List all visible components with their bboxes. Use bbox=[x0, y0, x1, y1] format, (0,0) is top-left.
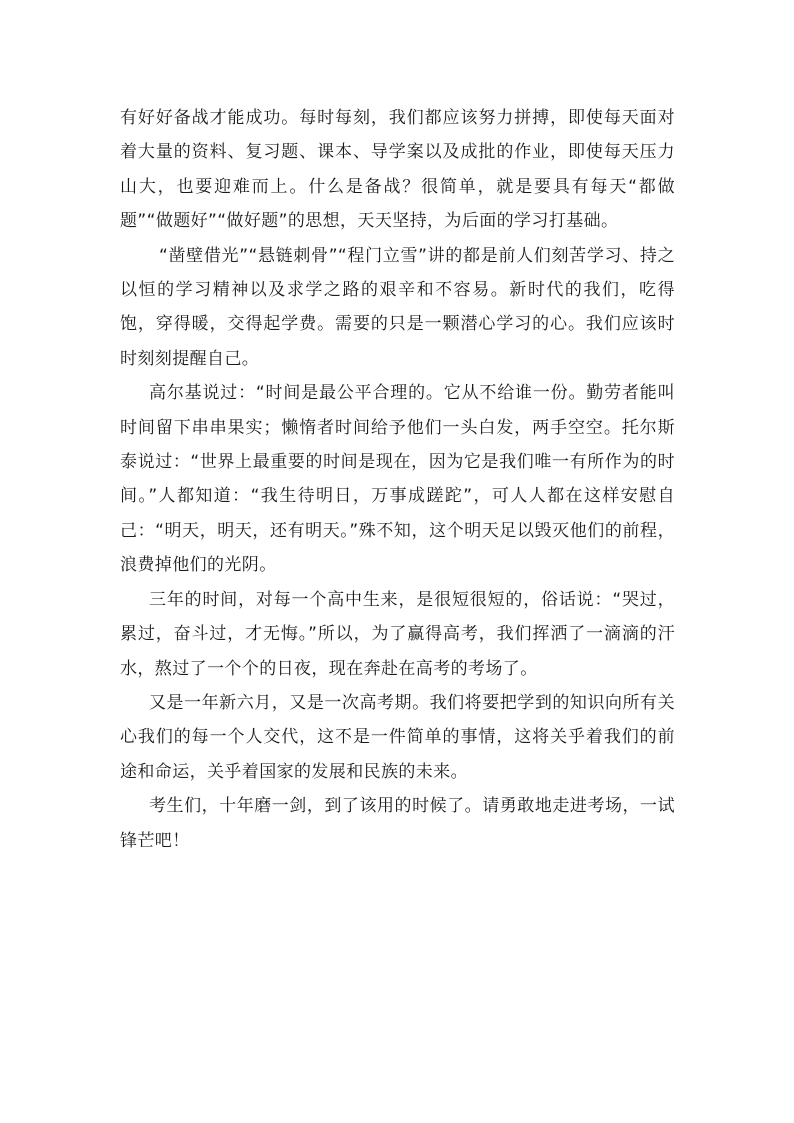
paragraph-ancient-examples: “凿壁借光”“悬链刺骨”“程门立雪”讲的都是前人们刻苦学习、持之以恒的学习精神以及求学之路的艰辛和不容易。新时代的我们，吃得饱，穿得暖，交得起学费。需要的只是一颗潜心学习的心。我们应该时时刻刻提醒自己。 bbox=[120, 245, 675, 369]
paragraph-three-years: 三年的时间，对每一个高中生来，是很短很短的，俗话说：“哭过，累过，奋斗过，才无悔。”所以，为了赢得高考，我们挥洒了一滴滴的汗水，熬过了一个个的日夜，现在奔赴在高考的考场了。 bbox=[120, 589, 675, 679]
paragraph-closing: 考生们，十年磨一剑，到了该用的时候了。请勇敢地走进考场，一试锋芒吧！ bbox=[120, 796, 675, 851]
paragraph-quotes-on-time: 高尔基说过：“时间是最公平合理的。它从不给谁一份。勤劳者能叫时间留下串串果实；懒惰者时间给予他们一头白发，两手空空。托尔斯泰说过：“世界上最重要的时间是现在，因为它是我们唯一有所作为的时间。”人都知道：“我生待明日，万事成蹉跎”，可人人都在这样安慰自己：“明天，明天，还有明天。”殊不知，这个明天足以毁灭他们的前程，浪费掉他们的光阴。 bbox=[120, 383, 675, 576]
document-body bbox=[120, 101, 675, 858]
paragraph-preparation: 有好好备战才能成功。每时每刻，我们都应该努力拼搏，即使每天面对着大量的资料、复习题、课本、导学案以及成批的作业，即使每天压力山大，也要迎难而上。什么是备战？很简单，就是要具有每天“都做题”“做题好”“做好题”的思想，天天坚持，为后面的学习打基础。 bbox=[120, 108, 675, 232]
paragraph-june-exam: 又是一年新六月，又是一次高考期。我们将要把学到的知识向所有关心我们的每一个人交代，这不是一件简单的事情，这将关乎着我们的前途和命运，关乎着国家的发展和民族的未来。 bbox=[120, 692, 675, 782]
